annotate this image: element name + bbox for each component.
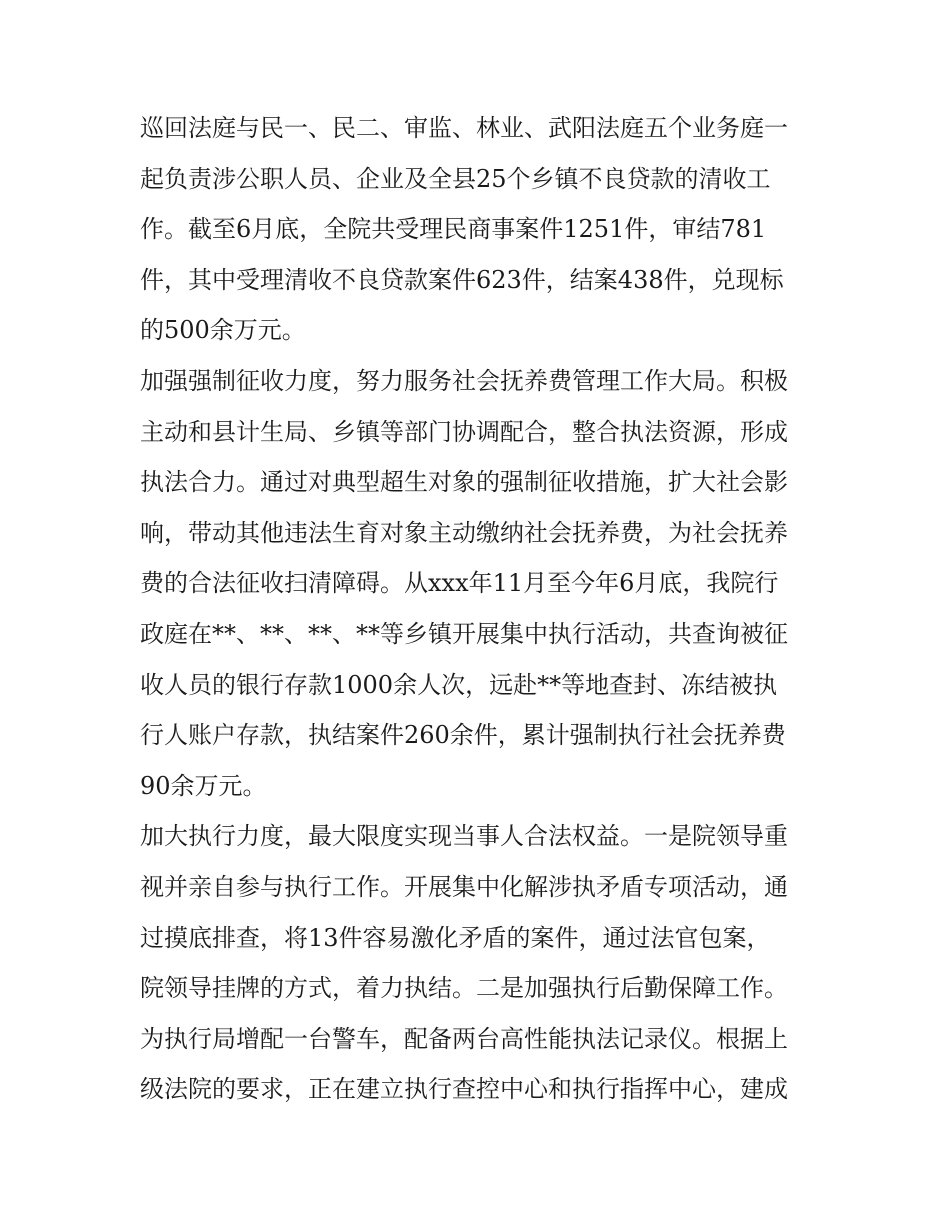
text-line: 过摸底排查，将13件容易激化矛盾的案件，通过法官包案， <box>140 923 771 952</box>
text-line: 为执行局增配一台警车，配备两台高性能执法记录仪。根据上 <box>140 1024 788 1053</box>
text-line: 级法院的要求，正在建立执行查控中心和执行指挥中心，建成 <box>140 1075 788 1104</box>
text-line: 起负责涉公职人员、企业及全县25个乡镇不良贷款的清收工 <box>140 164 771 193</box>
text-line: 加强强制征收力度，努力服务社会抚养费管理工作大局。积极 <box>140 366 788 395</box>
text-line: 行人账户存款，执结案件260余件，累计强制执行社会抚养费 <box>140 721 786 750</box>
text-line: 响，带动其他违法生育对象主动缴纳社会抚养费，为社会抚养 <box>140 518 788 547</box>
text-line: 作。截至6月底，全院共受理民商事案件1251件，审结781 <box>140 215 767 244</box>
text-line: 政庭在**、**、**、**等乡镇开展集中执行活动，共查询被征 <box>140 619 788 648</box>
text-line: 90余万元。 <box>140 771 267 800</box>
text-line: 收人员的银行存款1000余人次，远赴**等地查封、冻结被执 <box>140 670 778 699</box>
document-body <box>140 103 820 1115</box>
text-line: 的500余万元。 <box>140 316 306 345</box>
text-line: 执法合力。通过对典型超生对象的强制征收措施，扩大社会影 <box>140 468 788 497</box>
text-line: 费的合法征收扫清障碍。从xxx年11月至今年6月底，我院行 <box>140 569 779 598</box>
text-line: 院领导挂牌的方式，着力执结。二是加强执行后勤保障工作。 <box>140 974 788 1003</box>
text-line: 件，其中受理清收不良贷款案件623件，结案438件，兑现标 <box>140 265 784 294</box>
text-line: 巡回法庭与民一、民二、审监、林业、武阳法庭五个业务庭一 <box>140 114 788 142</box>
text-line: 加大执行力度，最大限度实现当事人合法权益。一是院领导重 <box>140 822 788 851</box>
text-line: 主动和县计生局、乡镇等部门协调配合，整合执法资源，形成 <box>140 417 788 446</box>
text-line: 视并亲自参与执行工作。开展集中化解涉执矛盾专项活动，通 <box>140 872 788 901</box>
